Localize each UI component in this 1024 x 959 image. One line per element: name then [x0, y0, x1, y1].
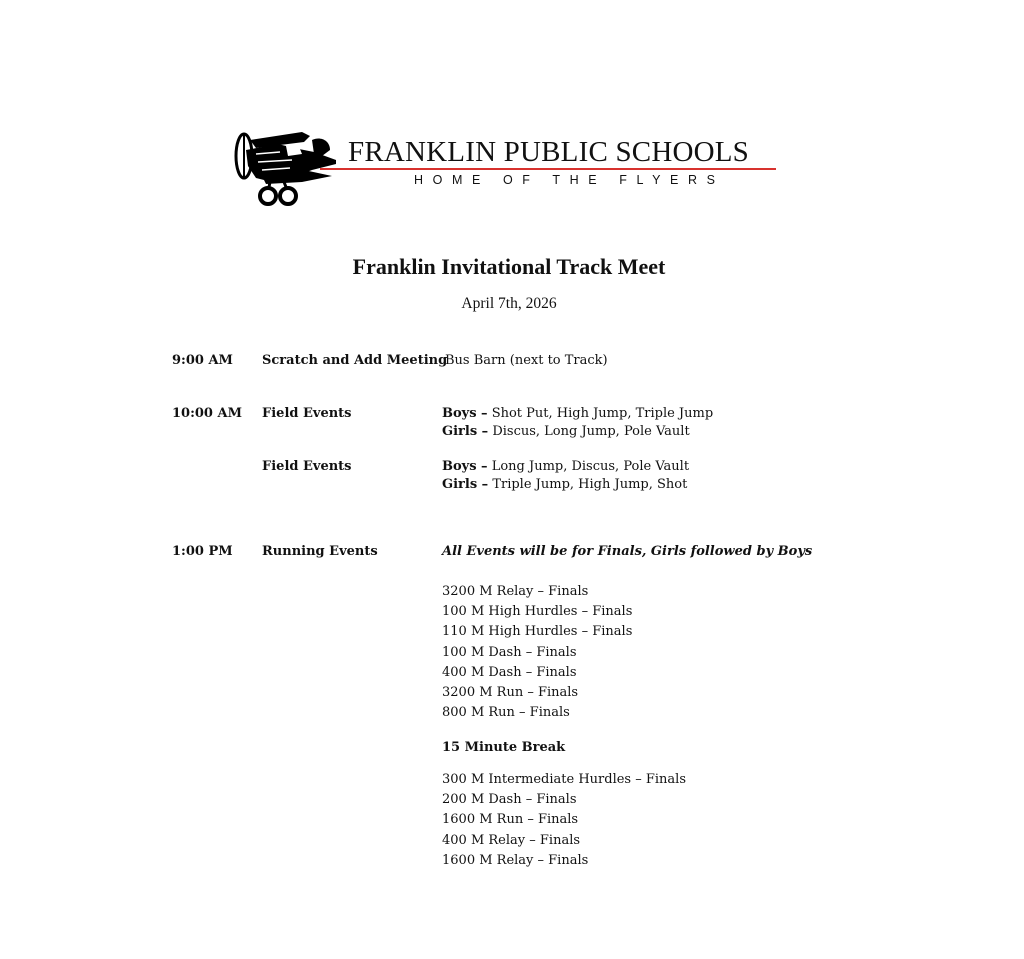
field-2-boys — [442, 458, 689, 476]
boys-events: Long Jump, Discus, Pole Vault — [487, 459, 690, 474]
list-item: 1600 M Relay – Finals — [442, 852, 589, 868]
time-field-events: 10:00 AM — [172, 406, 242, 421]
event-field-1: Field Events — [262, 406, 352, 421]
boys-events: Shot Put, High Jump, Triple Jump — [487, 406, 714, 421]
list-item: 1600 M Run – Finals — [442, 812, 579, 828]
girls-events: Triple Jump, High Jump, Shot — [488, 477, 688, 492]
girls-label: Girls – — [442, 424, 489, 439]
time-running-events: 1:00 PM — [172, 544, 233, 559]
location-bus-barn: Bus Barn (next to Track) — [445, 353, 608, 368]
boys-label: Boys – — [442, 406, 488, 421]
letterhead-red-rule — [320, 168, 776, 170]
org-tagline: HOME OF THE FLYERS — [414, 173, 725, 187]
event-running: Running Events — [262, 544, 378, 559]
field-2-girls — [442, 476, 687, 494]
running-note: All Events will be for Finals, Girls followed by Boys — [442, 544, 813, 559]
list-item: 100 M Dash – Finals — [442, 644, 577, 660]
running-events-list-1 — [442, 582, 632, 723]
event-scratch-meeting: Scratch and Add Meeting — [262, 353, 448, 368]
list-item: 3200 M Relay – Finals — [442, 584, 589, 599]
document-title: Franklin Invitational Track Meet — [352, 254, 666, 279]
boys-label: Boys – — [442, 459, 488, 474]
org-name: FRANKLIN PUBLIC SCHOOLS — [348, 136, 749, 168]
break-label: 15 Minute Break — [442, 740, 566, 755]
list-item: 800 M Run – Finals — [442, 705, 570, 721]
field-1-boys — [442, 405, 713, 423]
running-events-list-2 — [442, 770, 686, 871]
list-item: 300 M Intermediate Hurdles – Finals — [442, 772, 686, 787]
letterhead — [230, 124, 790, 208]
document-date: April 7th, 2026 — [461, 295, 557, 312]
list-item: 3200 M Run – Finals — [442, 685, 579, 701]
list-item: 100 M High Hurdles – Finals — [442, 604, 633, 620]
event-field-2: Field Events — [262, 459, 352, 474]
list-item: 400 M Dash – Finals — [442, 664, 577, 680]
list-item: 110 M High Hurdles – Finals — [442, 624, 633, 640]
biplane-logo-icon — [232, 126, 338, 206]
list-item: 400 M Relay – Finals — [442, 832, 581, 848]
girls-label: Girls – — [442, 477, 489, 492]
girls-events: Discus, Long Jump, Pole Vault — [488, 424, 690, 439]
list-item: 200 M Dash – Finals — [442, 792, 577, 808]
field-1-girls — [442, 423, 690, 441]
time-scratch: 9:00 AM — [172, 353, 233, 368]
